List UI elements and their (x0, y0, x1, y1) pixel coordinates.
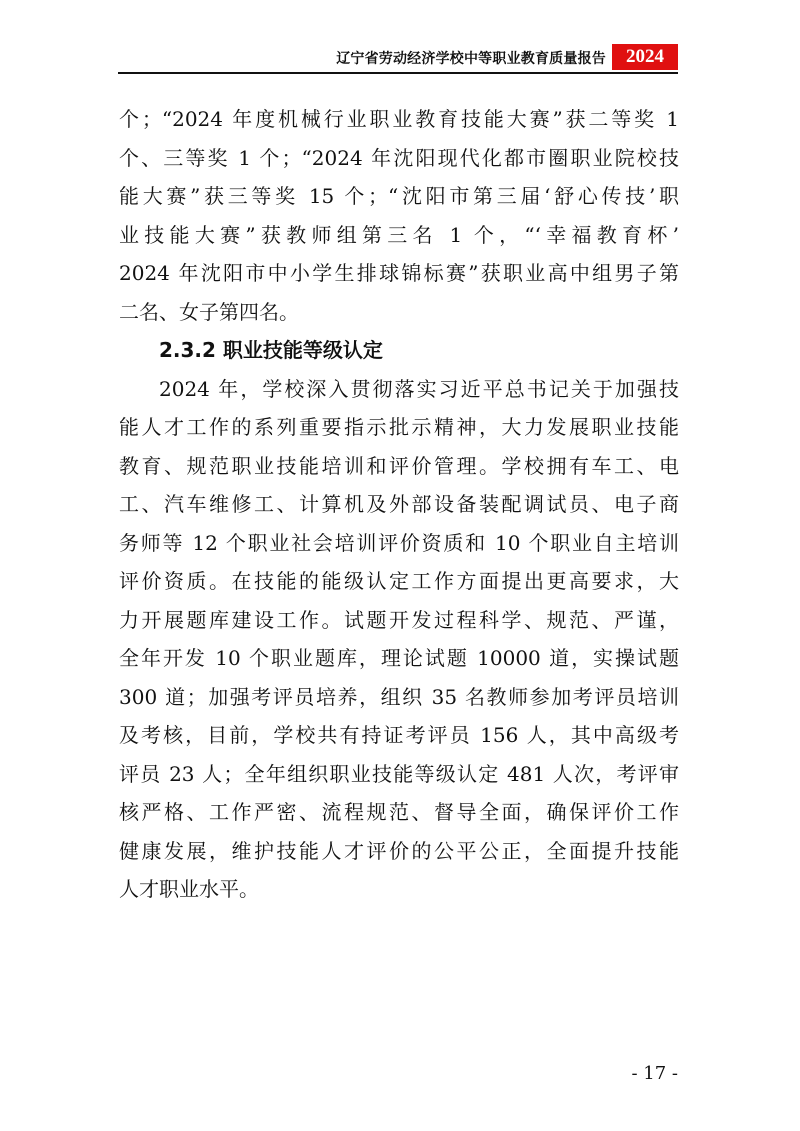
page-number: - 17 - (631, 1063, 678, 1084)
text-line: 个、三等奖 1 个；“2024 年沈阳现代化都市圈职业院校技 (119, 145, 679, 170)
section-heading: 2.3.2 职业技能等级认定 (159, 338, 383, 362)
page-body (119, 100, 679, 909)
text-line: 能人才工作的系列重要指示批示精神，大力发展职业技能 (119, 415, 679, 439)
text-line: 2024 年沈阳市中小学生排球锦标赛”获职业高中组男子第 (119, 261, 679, 285)
text-line: 务师等 12 个职业社会培训评价资质和 10 个职业自主培训 (119, 530, 679, 555)
paragraph-awards (119, 100, 679, 331)
page-header (118, 44, 678, 70)
text-line: 人才职业水平。 (119, 877, 259, 901)
report-title: 辽宁省劳动经济学校中等职业教育质量报告 (336, 51, 606, 67)
text-line: 评价资质。在技能的能级认定工作方面提出更高要求，大 (119, 569, 679, 593)
text-line: 评员 23 人；全年组织职业技能等级认定 481 人次，考评审 (119, 761, 679, 786)
header-divider (118, 72, 678, 74)
report-year-badge: 2024 (612, 44, 678, 70)
text-line: 二名、女子第四名。 (119, 299, 299, 324)
text-line: 能大赛”获三等奖 15 个；“沈阳市第三届‘舒心传技’职 (119, 184, 679, 208)
text-line: 健康发展，维护技能人才评价的公平公正，全面提升技能 (119, 838, 679, 863)
text-line: 全年开发 10 个职业题库，理论试题 10000 道，实操试题 (119, 646, 679, 670)
text-line: 个；“2024 年度机械行业职业教育技能大赛”获二等奖 1 (119, 107, 679, 131)
text-line: 教育、规范职业技能培训和评价管理。学校拥有车工、电 (119, 453, 679, 478)
paragraph-skill-certification (119, 370, 679, 909)
text-line: 2024 年，学校深入贯彻落实习近平总书记关于加强技 (159, 376, 679, 401)
text-line: 工、汽车维修工、计算机及外部设备装配调试员、电子商 (119, 492, 679, 516)
text-line: 业技能大赛”获教师组第三名 1 个，“‘幸福教育杯’ (119, 222, 679, 247)
text-line: 300 道；加强考评员培养，组织 35 名教师参加考评员培训 (119, 684, 679, 709)
text-line: 核严格、工作严密、流程规范、督导全面，确保评价工作 (119, 800, 679, 824)
text-line: 力开展题库建设工作。试题开发过程科学、规范、严谨， (119, 607, 679, 632)
text-line: 及考核，目前，学校共有持证考评员 156 人，其中高级考 (119, 723, 679, 747)
